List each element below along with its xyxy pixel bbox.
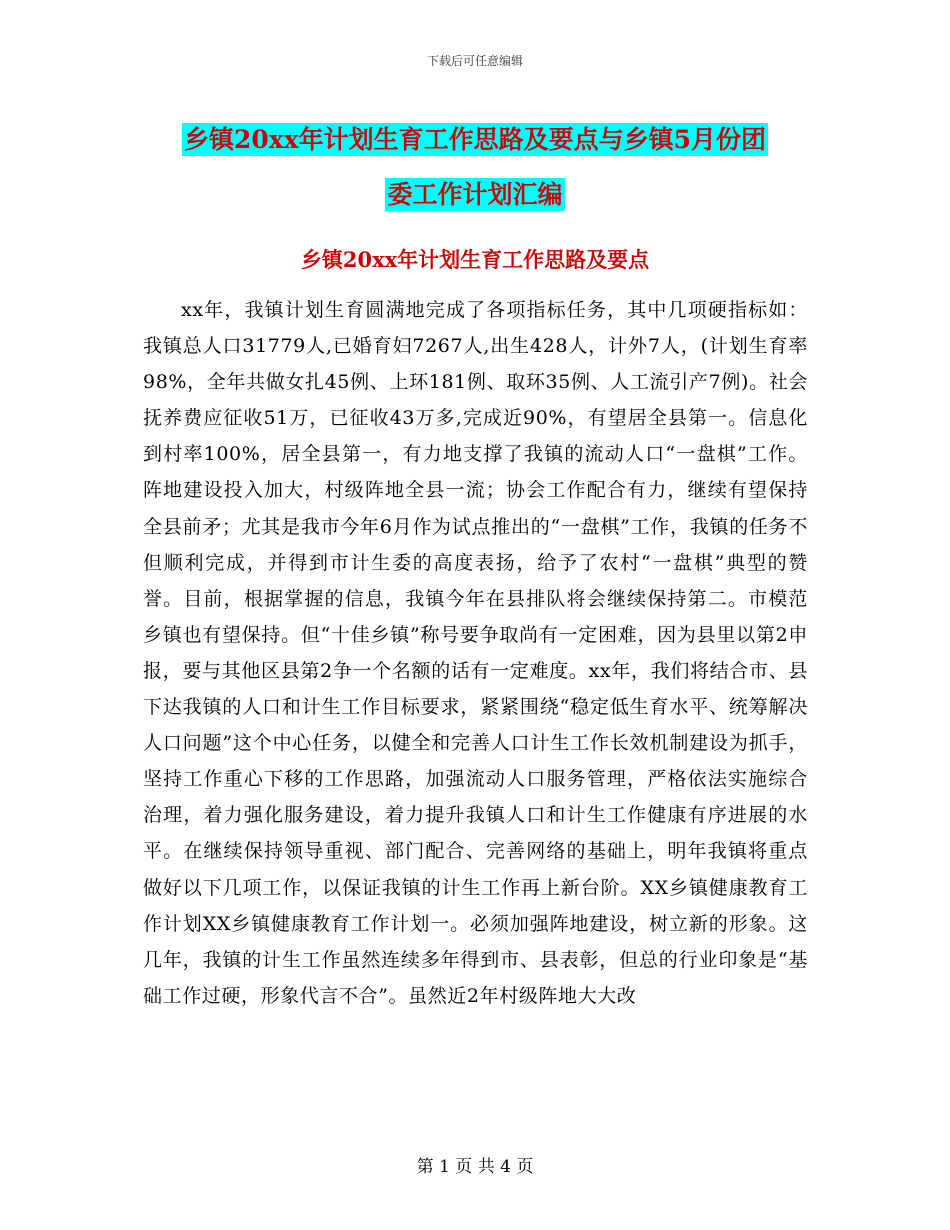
- document-title: [150, 112, 800, 222]
- page-header-note: 下载后可任意编辑: [426, 54, 523, 68]
- document-title-line2: 委工作计划汇编: [387, 180, 563, 209]
- body-paragraph: xx年，我镇计划生育圆满地完成了各项指标任务，其中几项硬指标如：我镇总人口31779人,已婚育妇7267人,出生428人，计外7人，(计划生育率98%，全年共做女扎45例、上环181例、取环35例、人工流引产7例)。社会抚养费应征收51万，已征收43万多,完成近90%，有望居全县第一。信息化到村率100%，居全县第一，有力地支撑了我镇的流动人口“一盘棋”工作。阵地建设投入加大，村级阵地全县一流；协会工作配合有力，继续有望保持全县前矛；尤其是我市今年6月作为试点推出的“一盘棋”工作，我镇的任务不但顺利完成，并得到市计生委的高度表扬，给予了农村“一盘棋”典型的赞誉。目前，根据掌握的信息，我镇今年在县排队将会继续保持第二。市模范乡镇也有望保持。但“十佳乡镇”称号要争取尚有一定困难，因为县里以第2申报，要与其他区县第2争一个名额的话有一定难度。xx年，我们将结合市、县下达我镇的人口和计生工作目标要求，紧紧围绕“稳定低生育水平、统筹解决人口问题”这个中心任务，以健全和完善人口计生工作长效机制建设为抓手，坚持工作重心下移的工作思路，加强流动人口服务管理，严格依法实施综合治理，着力强化服务建设，着力提升我镇人口和计生工作健康有序进展的水平。在继续保持领导重视、部门配合、完善网络的基础上，明年我镇将重点做好以下几项工作，以保证我镇的计生工作再上新台阶。XX乡镇健康教育工作计划XX乡镇健康教育工作计划一。必须加强阵地建设，树立新的形象。这几年，我镇的计生工作虽然连续多年得到市、县表彰，但总的行业印象是“基础工作过硬，形象代言不合”。虽然近2年村级阵地大大改: [143, 299, 808, 1007]
- document-title-line1: 乡镇20xx年计划生育工作思路及要点与乡镇5月份团: [184, 125, 766, 154]
- page-number-label: 第 1 页 共 4 页: [416, 1157, 534, 1177]
- page-number-footer: [0, 1156, 950, 1178]
- section-title: 乡镇20xx年计划生育工作思路及要点: [300, 247, 650, 272]
